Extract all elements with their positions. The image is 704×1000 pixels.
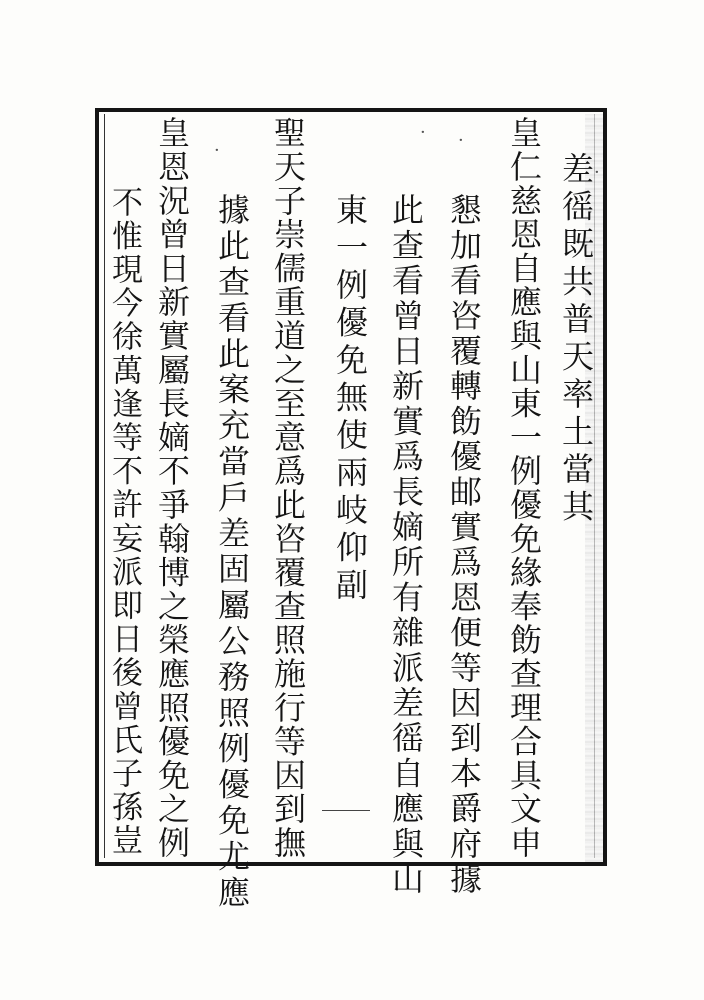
text-column-2: 皇仁慈恩自應與山東一例優免緣奉飭查理合具文申 xyxy=(505,116,543,860)
text-column-4: 此查看曾日新實爲長嫡所有雜派差徭自應與山 xyxy=(387,193,425,897)
scan-mark: · xyxy=(214,140,220,161)
text-column-6: 聖天子崇儒重道之至意爲此咨覆查照施行等因到撫 xyxy=(269,116,307,860)
scan-mark: · xyxy=(594,162,600,183)
text-column-5: 東一例優免無使兩岐仰副 xyxy=(331,193,369,606)
scan-mark: · xyxy=(420,122,426,143)
text-column-3: 懇加看咨覆轉飭優邮實爲恩便等因到本爵府據 xyxy=(445,193,483,897)
scan-line xyxy=(322,810,370,811)
text-column-7: 據此查看此案充當戶差固屬公務照例優免尤應 xyxy=(213,193,251,911)
scan-mark: · xyxy=(458,130,464,151)
text-column-8: 皇恩況曾日新實屬長嫡不爭翰博之榮應照優免之例 xyxy=(153,116,191,860)
text-column-1: 差徭既共普天率土當其 xyxy=(557,152,595,527)
text-column-9: 不惟現今徐萬逢等不許妄派即日後曾氏子孫豈 xyxy=(106,186,142,858)
